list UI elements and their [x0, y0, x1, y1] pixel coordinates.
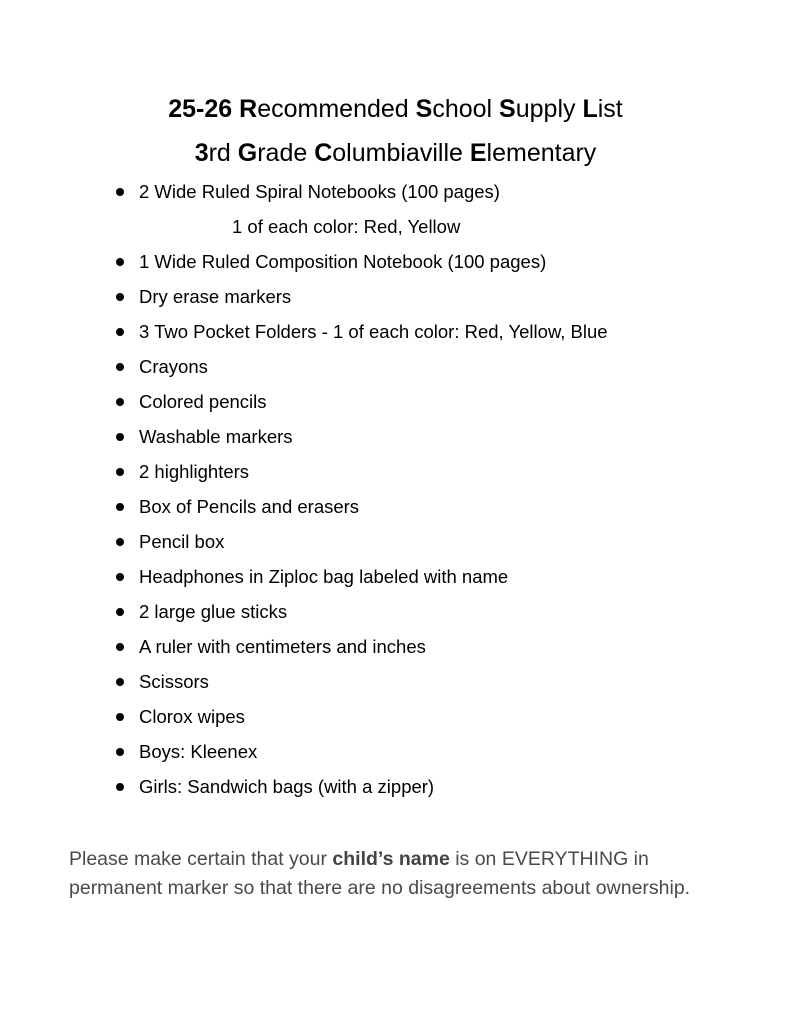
bullet-icon: [116, 783, 124, 791]
list-item: A ruler with centimeters and inches: [139, 636, 426, 657]
subtitle-word-elementary: Elementary: [469, 139, 597, 167]
bullet-icon: [116, 538, 124, 546]
list-item: Washable markers: [139, 426, 293, 447]
bullet-icon: [116, 328, 124, 336]
bullet-icon: [116, 678, 124, 686]
list-item: Colored pencils: [139, 391, 267, 412]
bullet-icon: [116, 398, 124, 406]
bullet-icon: [116, 468, 124, 476]
list-item: Boys: Kleenex: [139, 741, 258, 762]
title-word-supply: Supply: [499, 95, 583, 123]
page-title: [0, 94, 791, 124]
list-item: Box of Pencils and erasers: [139, 496, 360, 517]
bullet-icon: [116, 433, 124, 441]
subtitle-word-columbiaville: Columbiaville: [314, 139, 470, 167]
page-subtitle: [0, 138, 791, 168]
title-word-list: List: [582, 95, 623, 123]
title-year: 25-26: [168, 95, 240, 123]
list-item: Dry erase markers: [139, 286, 292, 307]
list-item: 1 Wide Ruled Composition Notebook (100 pages): [139, 251, 547, 272]
list-item: 2 large glue sticks: [139, 601, 288, 622]
note-text-start: Please make certain that your: [69, 848, 333, 870]
bullet-icon: [116, 188, 124, 196]
list-item: Pencil box: [139, 531, 225, 552]
list-item: Headphones in Ziploc bag labeled with name: [139, 566, 509, 587]
list-item: Girls: Sandwich bags (with a zipper): [139, 776, 435, 797]
subtitle-word-3rd: 3rd: [194, 139, 238, 167]
bullet-icon: [116, 643, 124, 651]
bullet-icon: [116, 293, 124, 301]
list-item: Crayons: [139, 356, 208, 377]
closing-note: [69, 845, 729, 902]
bullet-icon: [116, 258, 124, 266]
bullet-icon: [116, 363, 124, 371]
title-word-recommended: Recommended: [239, 95, 416, 123]
note-text-end: is on EVERYTHING in permanent marker so that there are no disagreements about ownership.: [69, 848, 691, 899]
list-item: Scissors: [139, 671, 209, 692]
bullet-icon: [116, 503, 124, 511]
list-item: 2 Wide Ruled Spiral Notebooks (100 pages): [139, 181, 500, 202]
title-word-school: School: [415, 95, 500, 123]
list-item-subnote: 1 of each color: Red, Yellow: [232, 216, 461, 237]
note-emphasis: child’s name: [332, 848, 450, 870]
list-item: 3 Two Pocket Folders - 1 of each color: Red, Yellow, Blue: [139, 321, 608, 342]
bullet-icon: [116, 608, 124, 616]
bullet-icon: [116, 748, 124, 756]
bullet-icon: [116, 713, 124, 721]
subtitle-word-grade: Grade: [237, 139, 315, 167]
bullet-icon: [116, 573, 124, 581]
list-item: Clorox wipes: [139, 706, 245, 727]
list-item: 2 highlighters: [139, 461, 250, 482]
